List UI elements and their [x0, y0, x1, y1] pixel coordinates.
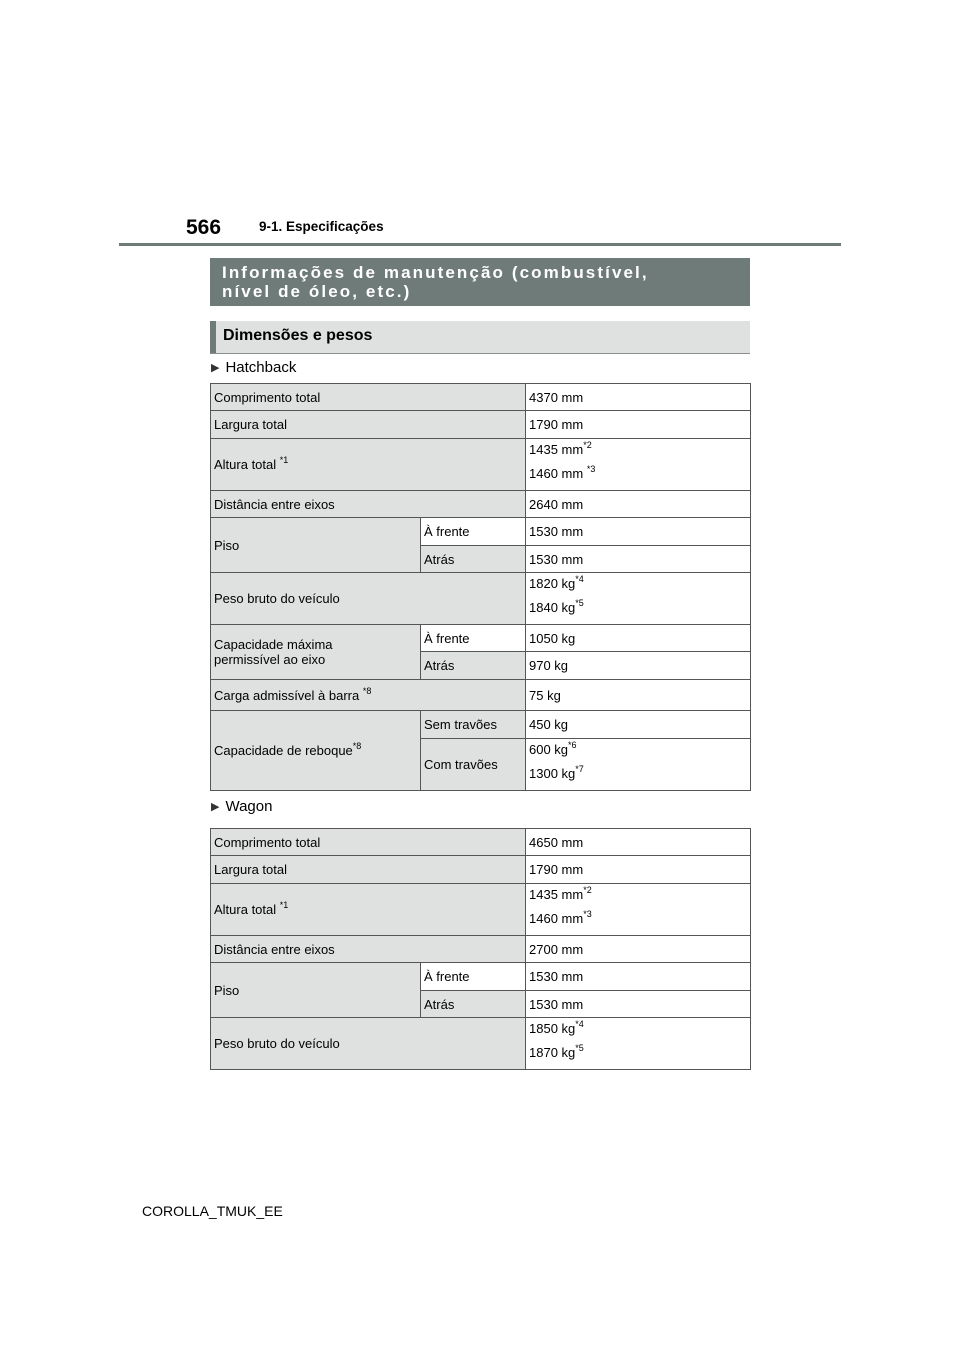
variant-heading-hatchback — [211, 359, 296, 376]
row-label: Capacidade de reboque$^{*8}$ — [211, 711, 421, 791]
main-title-line2: nível de óleo, etc.) — [222, 282, 412, 301]
variant-label: Wagon — [225, 798, 273, 815]
table-row — [211, 491, 751, 518]
row-value: 970 kg — [526, 652, 751, 680]
row-label: Carga admissível à barra $^{*8}$ — [211, 680, 526, 711]
row-label: Comprimento total — [211, 829, 526, 856]
row-label: Peso bruto do veículo — [211, 573, 526, 625]
subsection-title: Dimensões e pesos — [223, 327, 373, 344]
footnote-ref: *7 — [575, 764, 584, 774]
row-label: Comprimento total — [211, 384, 526, 411]
table-row — [211, 518, 751, 546]
footnote-ref: *3 — [586, 464, 596, 474]
footnote-ref: *2 — [583, 440, 592, 450]
wagon-spec-table — [210, 828, 751, 1070]
row-value: 4370 mm — [526, 384, 751, 411]
sub-label: Atrás — [421, 652, 526, 680]
row-value: 1050 kg — [526, 625, 751, 652]
row-value: 1435 $mm^{*2}$ 1460 $mm^{*3}$ — [526, 884, 751, 936]
table-row — [211, 680, 751, 711]
row-label: Altura total $^{*1}$ — [211, 884, 526, 936]
row-value: 600 $kg^{*6}$ 1300 $kg^{*7}$ — [526, 739, 751, 791]
variant-heading-wagon — [211, 798, 272, 815]
row-label: Altura total $^{*1}$ — [211, 439, 526, 491]
main-title-line1: Informações de manutenção (combustível, — [222, 263, 649, 282]
row-label: Peso bruto do veículo — [211, 1018, 526, 1070]
table-row — [211, 384, 751, 411]
footnote-ref: *8 — [352, 741, 362, 751]
sub-label: Atrás — [421, 991, 526, 1018]
footnote-ref: *1 — [279, 455, 289, 465]
footnote-ref: *1 — [279, 900, 289, 910]
row-label: Piso — [211, 518, 421, 573]
row-label: Largura total — [211, 856, 526, 884]
sub-label: Sem travões — [421, 711, 526, 739]
sub-label: À frente — [421, 518, 526, 546]
triangle-bullet-icon: ▶ — [211, 362, 220, 374]
table-row — [211, 625, 751, 652]
footnote-ref: *3 — [583, 909, 592, 919]
row-label: Distância entre eixos — [211, 491, 526, 518]
row-value: 1790 mm — [526, 411, 751, 439]
table-row — [211, 936, 751, 963]
main-section-banner — [210, 258, 750, 306]
triangle-bullet-icon: ▶ — [211, 801, 220, 813]
row-label: Piso — [211, 963, 421, 1018]
subsection-banner — [210, 321, 750, 354]
row-label: Largura total — [211, 411, 526, 439]
table-row — [211, 411, 751, 439]
sub-label: À frente — [421, 963, 526, 991]
footnote-ref: *2 — [583, 885, 592, 895]
row-value: 2640 mm — [526, 491, 751, 518]
document-code: COROLLA_TMUK_EE — [142, 1203, 283, 1219]
page-number: 566 — [186, 216, 222, 239]
table-row — [211, 439, 751, 491]
row-value: 1820 $kg^{*4}$ 1840 $kg^{*5}$ — [526, 573, 751, 625]
footnote-ref: *8 — [362, 685, 372, 696]
table-row — [211, 1018, 751, 1070]
footnote-ref: *6 — [568, 740, 577, 750]
table-row — [211, 573, 751, 625]
subsection-accent-bar — [210, 321, 216, 353]
header-divider — [119, 243, 841, 246]
variant-label: Hatchback — [225, 359, 297, 376]
sub-label: Com travões — [421, 739, 526, 791]
row-label: Capacidade máxima permissível ao eixo — [211, 625, 421, 680]
table-row — [211, 856, 751, 884]
footnote-ref: *5 — [575, 598, 584, 608]
hatchback-spec-table — [210, 383, 751, 791]
row-value: 1530 mm — [526, 963, 751, 991]
row-value: 1530 mm — [526, 518, 751, 546]
table-row — [211, 884, 751, 936]
row-value: 4650 mm — [526, 829, 751, 856]
row-value: 75 kg — [526, 680, 751, 711]
sub-label: À frente — [421, 625, 526, 652]
footnote-ref: *5 — [575, 1043, 584, 1053]
row-value: 1435 $mm^{*2}$ 1460 mm $^{*3}$ — [526, 439, 751, 491]
table-row — [211, 711, 751, 739]
row-value: 2700 mm — [526, 936, 751, 963]
row-label: Distância entre eixos — [211, 936, 526, 963]
row-value: 1790 mm — [526, 856, 751, 884]
row-value: 450 kg — [526, 711, 751, 739]
table-row — [211, 829, 751, 856]
footnote-ref: *4 — [575, 1019, 584, 1029]
row-value: 1530 mm — [526, 991, 751, 1018]
row-value: 1530 mm — [526, 546, 751, 573]
table-row — [211, 963, 751, 991]
row-value: 1850 $kg^{*4}$ 1870 $kg^{*5}$ — [526, 1018, 751, 1070]
section-label: 9-1. Especificações — [259, 219, 384, 234]
sub-label: Atrás — [421, 546, 526, 573]
footnote-ref: *4 — [575, 574, 584, 584]
